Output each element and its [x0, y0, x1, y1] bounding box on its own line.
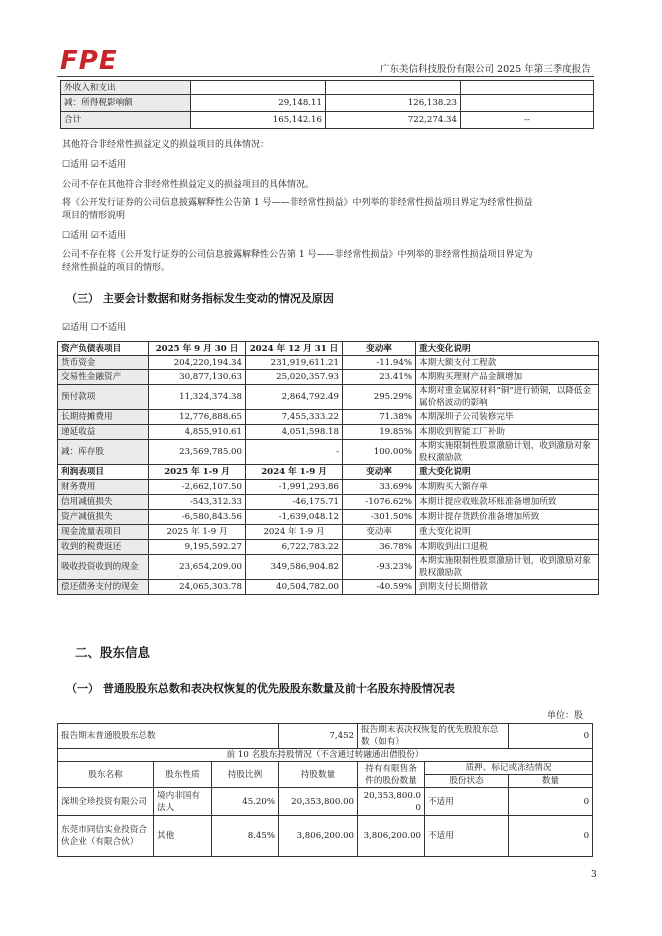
- table-row: [58, 724, 593, 749]
- holder-status: 不适用: [425, 788, 509, 816]
- col-restricted: 持有有限售条件的股份数量: [358, 762, 425, 788]
- table-row: [58, 816, 593, 857]
- header-row: [58, 525, 599, 540]
- section-two-heading: 二、股东信息: [75, 645, 151, 660]
- checkbox-line: ☐适用 ☑不适用: [62, 160, 126, 170]
- change-rate: 100.00%: [343, 440, 416, 465]
- holder-nature: 其他: [154, 816, 212, 857]
- table-row: [58, 540, 599, 555]
- checkbox-line: ☐适用 ☑不适用: [62, 231, 126, 241]
- col-qty: 持股数量: [279, 762, 358, 788]
- change-reason: 本期大额支付工程款: [416, 356, 599, 370]
- cell-ytd: [326, 81, 461, 95]
- change-rate: 19.85%: [343, 425, 416, 440]
- change-reason: 重大变化说明: [416, 342, 599, 356]
- header-row: [58, 465, 599, 480]
- header-divider: [57, 76, 594, 77]
- section-heading: （三） 主要会计数据和财务指标发生变动的情况及原因: [66, 292, 334, 305]
- col-nature: 股东性质: [154, 762, 212, 788]
- company-logo: FPE: [60, 46, 118, 76]
- total-value: 7,452: [279, 724, 358, 749]
- table-row: [61, 81, 594, 95]
- header-row: [58, 762, 593, 775]
- table-row: [61, 95, 594, 112]
- item-label: 偿还债务支付的现金: [58, 580, 149, 595]
- value-current: -6,580,843.56: [149, 510, 246, 525]
- table-row: [58, 749, 593, 762]
- col-name: 股东名称: [58, 762, 154, 788]
- value-prior: 2024 年 12 月 31 日: [246, 342, 343, 356]
- holder-name: 东莞市同信实业投资合伙企业（有限合伙）: [58, 816, 154, 857]
- holder-ratio: 45.20%: [212, 788, 279, 816]
- change-rate: 变动率: [343, 465, 416, 480]
- table-row: [58, 580, 599, 595]
- table-row: [58, 370, 599, 385]
- col-pledge: 质押、标记或冻结情况: [425, 762, 593, 775]
- top10-title: 前 10 名股东持股情况（不含通过转融通出借股份）: [58, 749, 593, 762]
- item-label: 长期待摊费用: [58, 410, 149, 425]
- item-label: 利润表项目: [58, 465, 149, 480]
- table-row: [58, 356, 599, 370]
- row-label: 减：所得税影响额: [61, 95, 191, 112]
- value-current: 9,195,592.27: [149, 540, 246, 555]
- report-title: 广东美信科技股份有限公司 2025 年第三季度报告: [380, 64, 591, 75]
- table-row: [58, 495, 599, 510]
- table-row: [58, 480, 599, 495]
- value-current: 23,654,209.00: [149, 555, 246, 580]
- table-row: [58, 555, 599, 580]
- value-current: 4,855,910.61: [149, 425, 246, 440]
- change-rate: 71.38%: [343, 410, 416, 425]
- change-rate: 23.41%: [343, 370, 416, 385]
- value-prior: 40,504,782.00: [246, 580, 343, 595]
- change-rate: -301.50%: [343, 510, 416, 525]
- item-label: 货币资金: [58, 356, 149, 370]
- value-prior: 2,864,792.49: [246, 385, 343, 410]
- item-label: 资产负债表项目: [58, 342, 149, 356]
- value-prior: 2024 年 1-9 月: [246, 465, 343, 480]
- paragraph: 项目的情形说明: [62, 211, 126, 221]
- paragraph: 经常性损益的项目的情形。: [62, 263, 171, 273]
- item-label: 减：库存股: [58, 440, 149, 465]
- change-reason: 到期支付长期借款: [416, 580, 599, 595]
- row-label: 外收入和支出: [61, 81, 191, 95]
- change-reason: 本期购买大额存单: [416, 480, 599, 495]
- change-reason: 本期计提存货跌价准备增加所致: [416, 510, 599, 525]
- header-row: [58, 342, 599, 356]
- value-current: 11,324,374.38: [149, 385, 246, 410]
- change-rate: 295.29%: [343, 385, 416, 410]
- table-row: [58, 410, 599, 425]
- value-current: 2025 年 1-9 月: [149, 465, 246, 480]
- value-current: 23,569,785.00: [149, 440, 246, 465]
- item-label: 预付款项: [58, 385, 149, 410]
- value-prior: -46,175.71: [246, 495, 343, 510]
- item-label: 收到的税费返还: [58, 540, 149, 555]
- value-prior: 349,586,904.82: [246, 555, 343, 580]
- paragraph: 公司不存在其他符合非经常性损益定义的损益项目的具体情况。: [62, 180, 315, 190]
- change-rate: -11.94%: [343, 356, 416, 370]
- change-rate: -40.59%: [343, 580, 416, 595]
- cell-note: [461, 81, 594, 95]
- table-row: [58, 425, 599, 440]
- checkbox-line: ☑适用 ☐不适用: [62, 323, 126, 333]
- change-reason: 重大变化说明: [416, 525, 599, 540]
- pref-value: 0: [509, 724, 593, 749]
- holder-amount: 0: [509, 816, 593, 857]
- row-label: 合计: [61, 112, 191, 129]
- pref-label: 报告期末表决权恢复的优先股股东总数（如有）: [358, 724, 509, 749]
- value-prior: 25,020,357.93: [246, 370, 343, 385]
- changes-table: [57, 341, 599, 595]
- value-current: -543,312.33: [149, 495, 246, 510]
- value-current: 204,220,194.34: [149, 356, 246, 370]
- change-rate: 变动率: [343, 525, 416, 540]
- paragraph: 其他符合非经常性损益定义的损益项目的具体情况：: [62, 140, 270, 150]
- table-row: [58, 788, 593, 816]
- change-reason: 本期收到智能工厂补助: [416, 425, 599, 440]
- nonrecurring-table: [60, 80, 594, 129]
- change-rate: 36.78%: [343, 540, 416, 555]
- cell-current: 29,148.11: [191, 95, 326, 112]
- item-label: 交易性金融资产: [58, 370, 149, 385]
- change-reason: 重大变化说明: [416, 465, 599, 480]
- item-label: 吸收投资收到的现金: [58, 555, 149, 580]
- change-reason: 本期深圳子公司装修完毕: [416, 410, 599, 425]
- unit-label: 单位：股: [547, 711, 584, 721]
- value-prior: -1,991,293.86: [246, 480, 343, 495]
- section-two-one-heading: （一） 普通股股东总数和表决权恢复的优先股股东数量及前十名股东持股情况表: [66, 682, 455, 695]
- holder-restricted: 3,806,200.00: [358, 816, 425, 857]
- change-reason: 本期实施限制性股票激励计划，收到激励对象股权激励款: [416, 555, 599, 580]
- holder-name: 深圳全珍投资有限公司: [58, 788, 154, 816]
- cell-current: 165,142.16: [191, 112, 326, 129]
- value-prior: 4,051,598.18: [246, 425, 343, 440]
- holder-status: 不适用: [425, 816, 509, 857]
- change-reason: 本期购买理财产品金额增加: [416, 370, 599, 385]
- col-status: 股份状态: [425, 775, 509, 788]
- item-label: 递延收益: [58, 425, 149, 440]
- value-current: 30,877,130.63: [149, 370, 246, 385]
- value-prior: 2024 年 1-9 月: [246, 525, 343, 540]
- value-current: -2,662,107.50: [149, 480, 246, 495]
- value-current: 24,065,303.78: [149, 580, 246, 595]
- holder-ratio: 8.45%: [212, 816, 279, 857]
- value-current: 12,776,888.65: [149, 410, 246, 425]
- change-reason: 本期收到出口退税: [416, 540, 599, 555]
- table-row: [58, 440, 599, 465]
- table-row: [61, 112, 594, 129]
- shareholders-table: [57, 723, 593, 857]
- value-prior: 231,919,611.21: [246, 356, 343, 370]
- change-reason: 本期计提应收账款坏账准备增加所致: [416, 495, 599, 510]
- change-rate: -1076.62%: [343, 495, 416, 510]
- paragraph: 公司不存在将《公开发行证券的公司信息披露解释性公告第 1 号——非经常性损益》中列举的非经常性损益项目界定为: [62, 250, 533, 260]
- holder-amount: 0: [509, 788, 593, 816]
- change-reason: 本期实施限制性股票激励计划，收到激励对象股权激励款: [416, 440, 599, 465]
- change-rate: 33.69%: [343, 480, 416, 495]
- change-rate: 变动率: [343, 342, 416, 356]
- item-label: 现金流量表项目: [58, 525, 149, 540]
- cell-note: --: [461, 112, 594, 129]
- cell-ytd: 126,138.23: [326, 95, 461, 112]
- holder-qty: 20,353,800.00: [279, 788, 358, 816]
- value-prior: 6,722,783.22: [246, 540, 343, 555]
- value-current: 2025 年 1-9 月: [149, 525, 246, 540]
- value-prior: 7,455,333.22: [246, 410, 343, 425]
- paragraph: 将《公开发行证券的公司信息披露解释性公告第 1 号——非经常性损益》中列举的非经常性损益项目界定为经常性损益: [62, 198, 533, 208]
- value-prior: -: [246, 440, 343, 465]
- cell-note: [461, 95, 594, 112]
- cell-current: [191, 81, 326, 95]
- change-reason: 本期对重金属原材料“铜”进行锁铜，以降低金属价格波动的影响: [416, 385, 599, 410]
- col-amount: 数量: [509, 775, 593, 788]
- item-label: 财务费用: [58, 480, 149, 495]
- holder-qty: 3,806,200.00: [279, 816, 358, 857]
- table-row: [58, 385, 599, 410]
- holder-nature: 境内非国有法人: [154, 788, 212, 816]
- value-prior: -1,639,048.12: [246, 510, 343, 525]
- table-row: [58, 510, 599, 525]
- item-label: 资产减值损失: [58, 510, 149, 525]
- cell-ytd: 722,274.34: [326, 112, 461, 129]
- page-number: 3: [591, 870, 597, 880]
- value-current: 2025 年 9 月 30 日: [149, 342, 246, 356]
- holder-restricted: 20,353,800.00: [358, 788, 425, 816]
- item-label: 信用减值损失: [58, 495, 149, 510]
- col-ratio: 持股比例: [212, 762, 279, 788]
- change-rate: -93.23%: [343, 555, 416, 580]
- total-label: 报告期末普通股股东总数: [58, 724, 279, 749]
